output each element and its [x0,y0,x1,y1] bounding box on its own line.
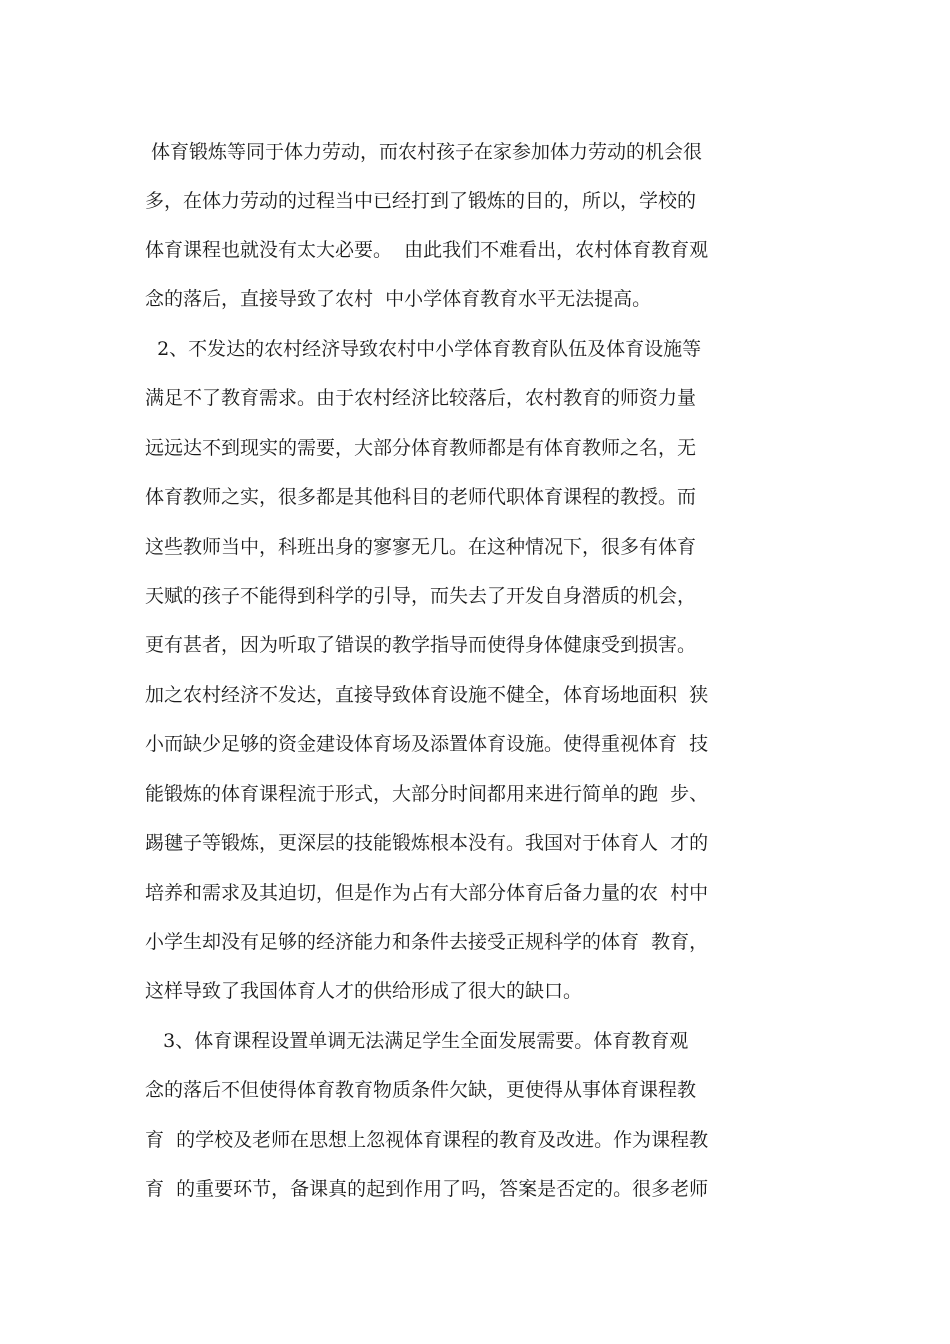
text-line: 育 的重要环节，备课真的起到作用了吗，答案是否定的。很多老师 [145,1178,709,1200]
text-line: 这样导致了我国体育人才的供给形成了很大的缺口。 [145,980,583,1002]
text-line: 3、体育课程设置单调无法满足学生全面发展需要。体育教育观 [145,1030,689,1052]
text-line: 体育锻炼等同于体力劳动，而农村孩子在家参加体力劳动的机会很 [145,141,703,163]
text-line: 满足不了教育需求。由于农村经济比较落后，农村教育的师资力量 [145,387,697,409]
text-line: 小学生却没有足够的经济能力和条件去接受正规科学的体育 教育， [145,931,709,953]
text-line: 踢毽子等锻炼，更深层的技能锻炼根本没有。我国对于体育人 才的 [145,832,709,854]
text-line: 体育教师之实，很多都是其他科目的老师代职体育课程的教授。而 [145,486,697,508]
text-line: 2、不发达的农村经济导致农村中小学体育教育队伍及体育设施等 [145,338,702,360]
text-line: 能锻炼的体育课程流于形式，大部分时间都用来进行简单的跑 步、 [145,783,709,805]
text-line: 培养和需求及其迫切，但是作为占有大部分体育后备力量的农 村中 [145,882,709,904]
text-line: 多，在体力劳动的过程当中已经打到了锻炼的目的，所以，学校的 [145,190,697,212]
text-line: 这些教师当中，科班出身的寥寥无几。在这种情况下，很多有体育 [145,536,697,558]
text-line: 小而缺少足够的资金建设体育场及添置体育设施。使得重视体育 技 [145,733,709,755]
text-line: 加之农村经济不发达，直接导致体育设施不健全，体育场地面积 狭 [145,684,709,706]
text-line: 更有甚者，因为听取了错误的教学指导而使得身体健康受到损害。 [145,634,697,656]
text-line: 念的落后，直接导致了农村 中小学体育教育水平无法提高。 [145,288,652,310]
text-line: 育 的学校及老师在思想上忽视体育课程的教育及改进。作为课程教 [145,1129,709,1151]
text-line: 远远达不到现实的需要，大部分体育教师都是有体育教师之名，无 [145,437,697,459]
text-line: 体育课程也就没有太大必要。 由此我们不难看出，农村体育教育观 [145,239,709,261]
text-line: 念的落后不但使得体育教育物质条件欠缺，更使得从事体育课程教 [145,1079,697,1101]
text-line: 天赋的孩子不能得到科学的引导，而失去了开发自身潜质的机会， [145,585,697,607]
